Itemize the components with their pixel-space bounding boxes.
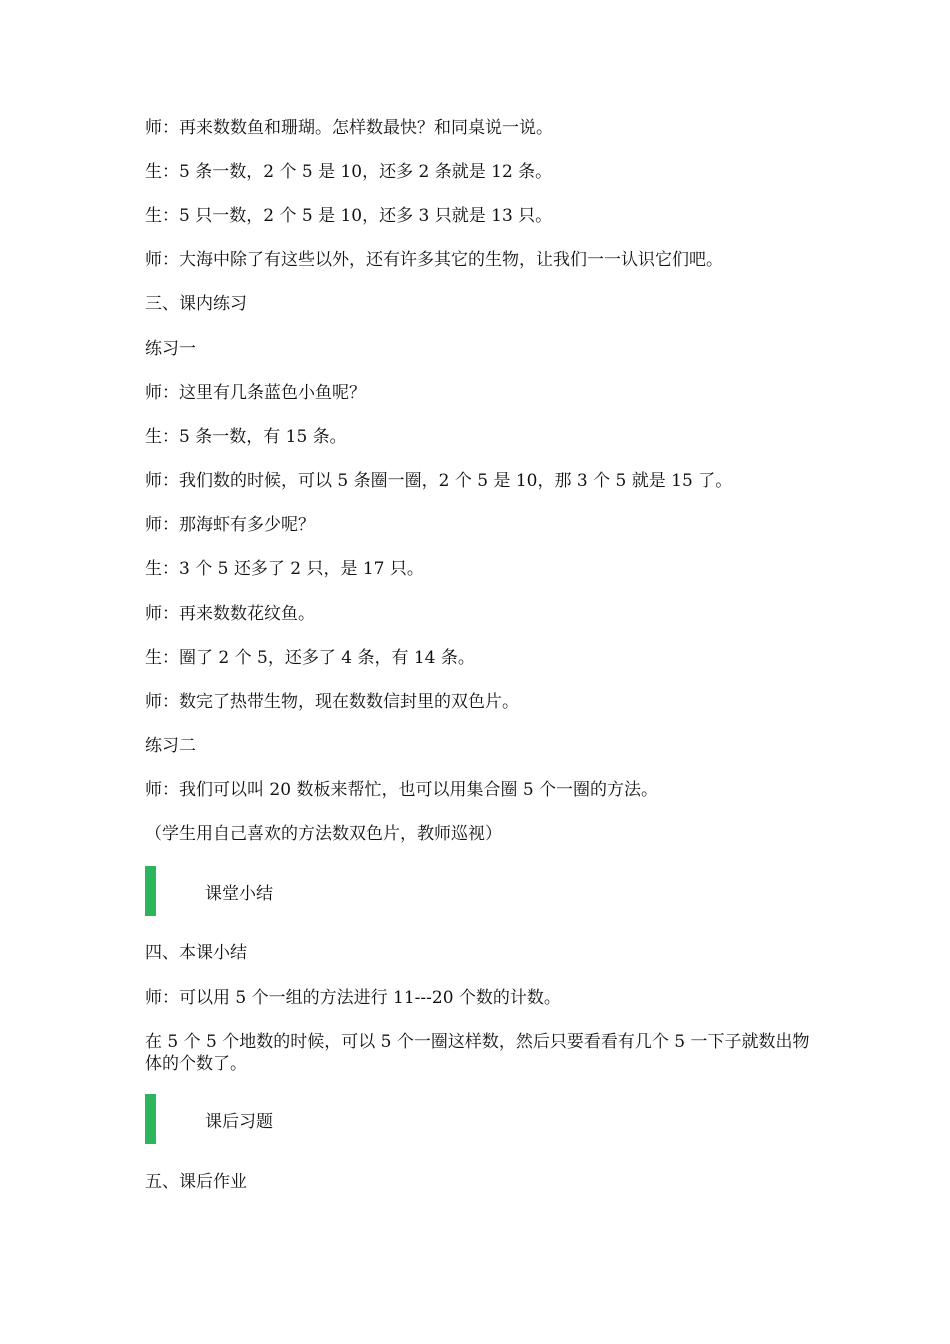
paragraph: 师：这里有几条蓝色小鱼呢？ xyxy=(145,383,366,403)
paragraph: 生：3 个 5 还多了 2 只，是 17 只。 xyxy=(145,559,424,579)
section-accent-bar xyxy=(145,1094,156,1144)
paragraph: 在 5 个 5 个地数的时候，可以 5 个一圈这样数，然后只要看看有几个 5 一下子就数出物体的个数了。 xyxy=(145,1032,810,1074)
paragraph: 师：再来数数鱼和珊瑚。怎样数最快？和同桌说一说。 xyxy=(145,118,553,138)
section-title-summary: 课堂小结 xyxy=(205,884,273,904)
paragraph: 师：那海虾有多少呢？ xyxy=(145,515,315,535)
paragraph: 师：我们数的时候，可以 5 条圈一圈，2 个 5 是 10，那 3 个 5 就是 15 了。 xyxy=(145,471,733,491)
paragraph: 生：5 条一数，2 个 5 是 10，还多 2 条就是 12 条。 xyxy=(145,162,553,182)
section-heading: 五、课后作业 xyxy=(145,1172,247,1192)
paragraph: 师：再来数数花纹鱼。 xyxy=(145,604,315,624)
subheading: 练习一 xyxy=(145,339,196,359)
section-title-homework: 课后习题 xyxy=(205,1112,273,1132)
paragraph: 生：5 只一数，2 个 5 是 10，还多 3 只就是 13 只。 xyxy=(145,206,553,226)
paragraph: 生：5 条一数，有 15 条。 xyxy=(145,427,347,447)
section-heading: 三、课内练习 xyxy=(145,294,247,314)
paragraph: 师：我们可以叫 20 数板来帮忙，也可以用集合圈 5 个一圈的方法。 xyxy=(145,780,659,800)
paragraph: （学生用自己喜欢的方法数双色片，教师巡视） xyxy=(145,824,502,844)
subheading: 练习二 xyxy=(145,736,196,756)
paragraph: 生：圈了 2 个 5，还多了 4 条，有 14 条。 xyxy=(145,648,475,668)
paragraph: 师：大海中除了有这些以外，还有许多其它的生物，让我们一一认识它们吧。 xyxy=(145,250,723,270)
section-accent-bar xyxy=(145,866,156,916)
paragraph: 师：数完了热带生物，现在数数信封里的双色片。 xyxy=(145,692,519,712)
paragraph: 师：可以用 5 个一组的方法进行 11---20 个数的计数。 xyxy=(145,988,561,1008)
section-heading: 四、本课小结 xyxy=(145,943,247,963)
